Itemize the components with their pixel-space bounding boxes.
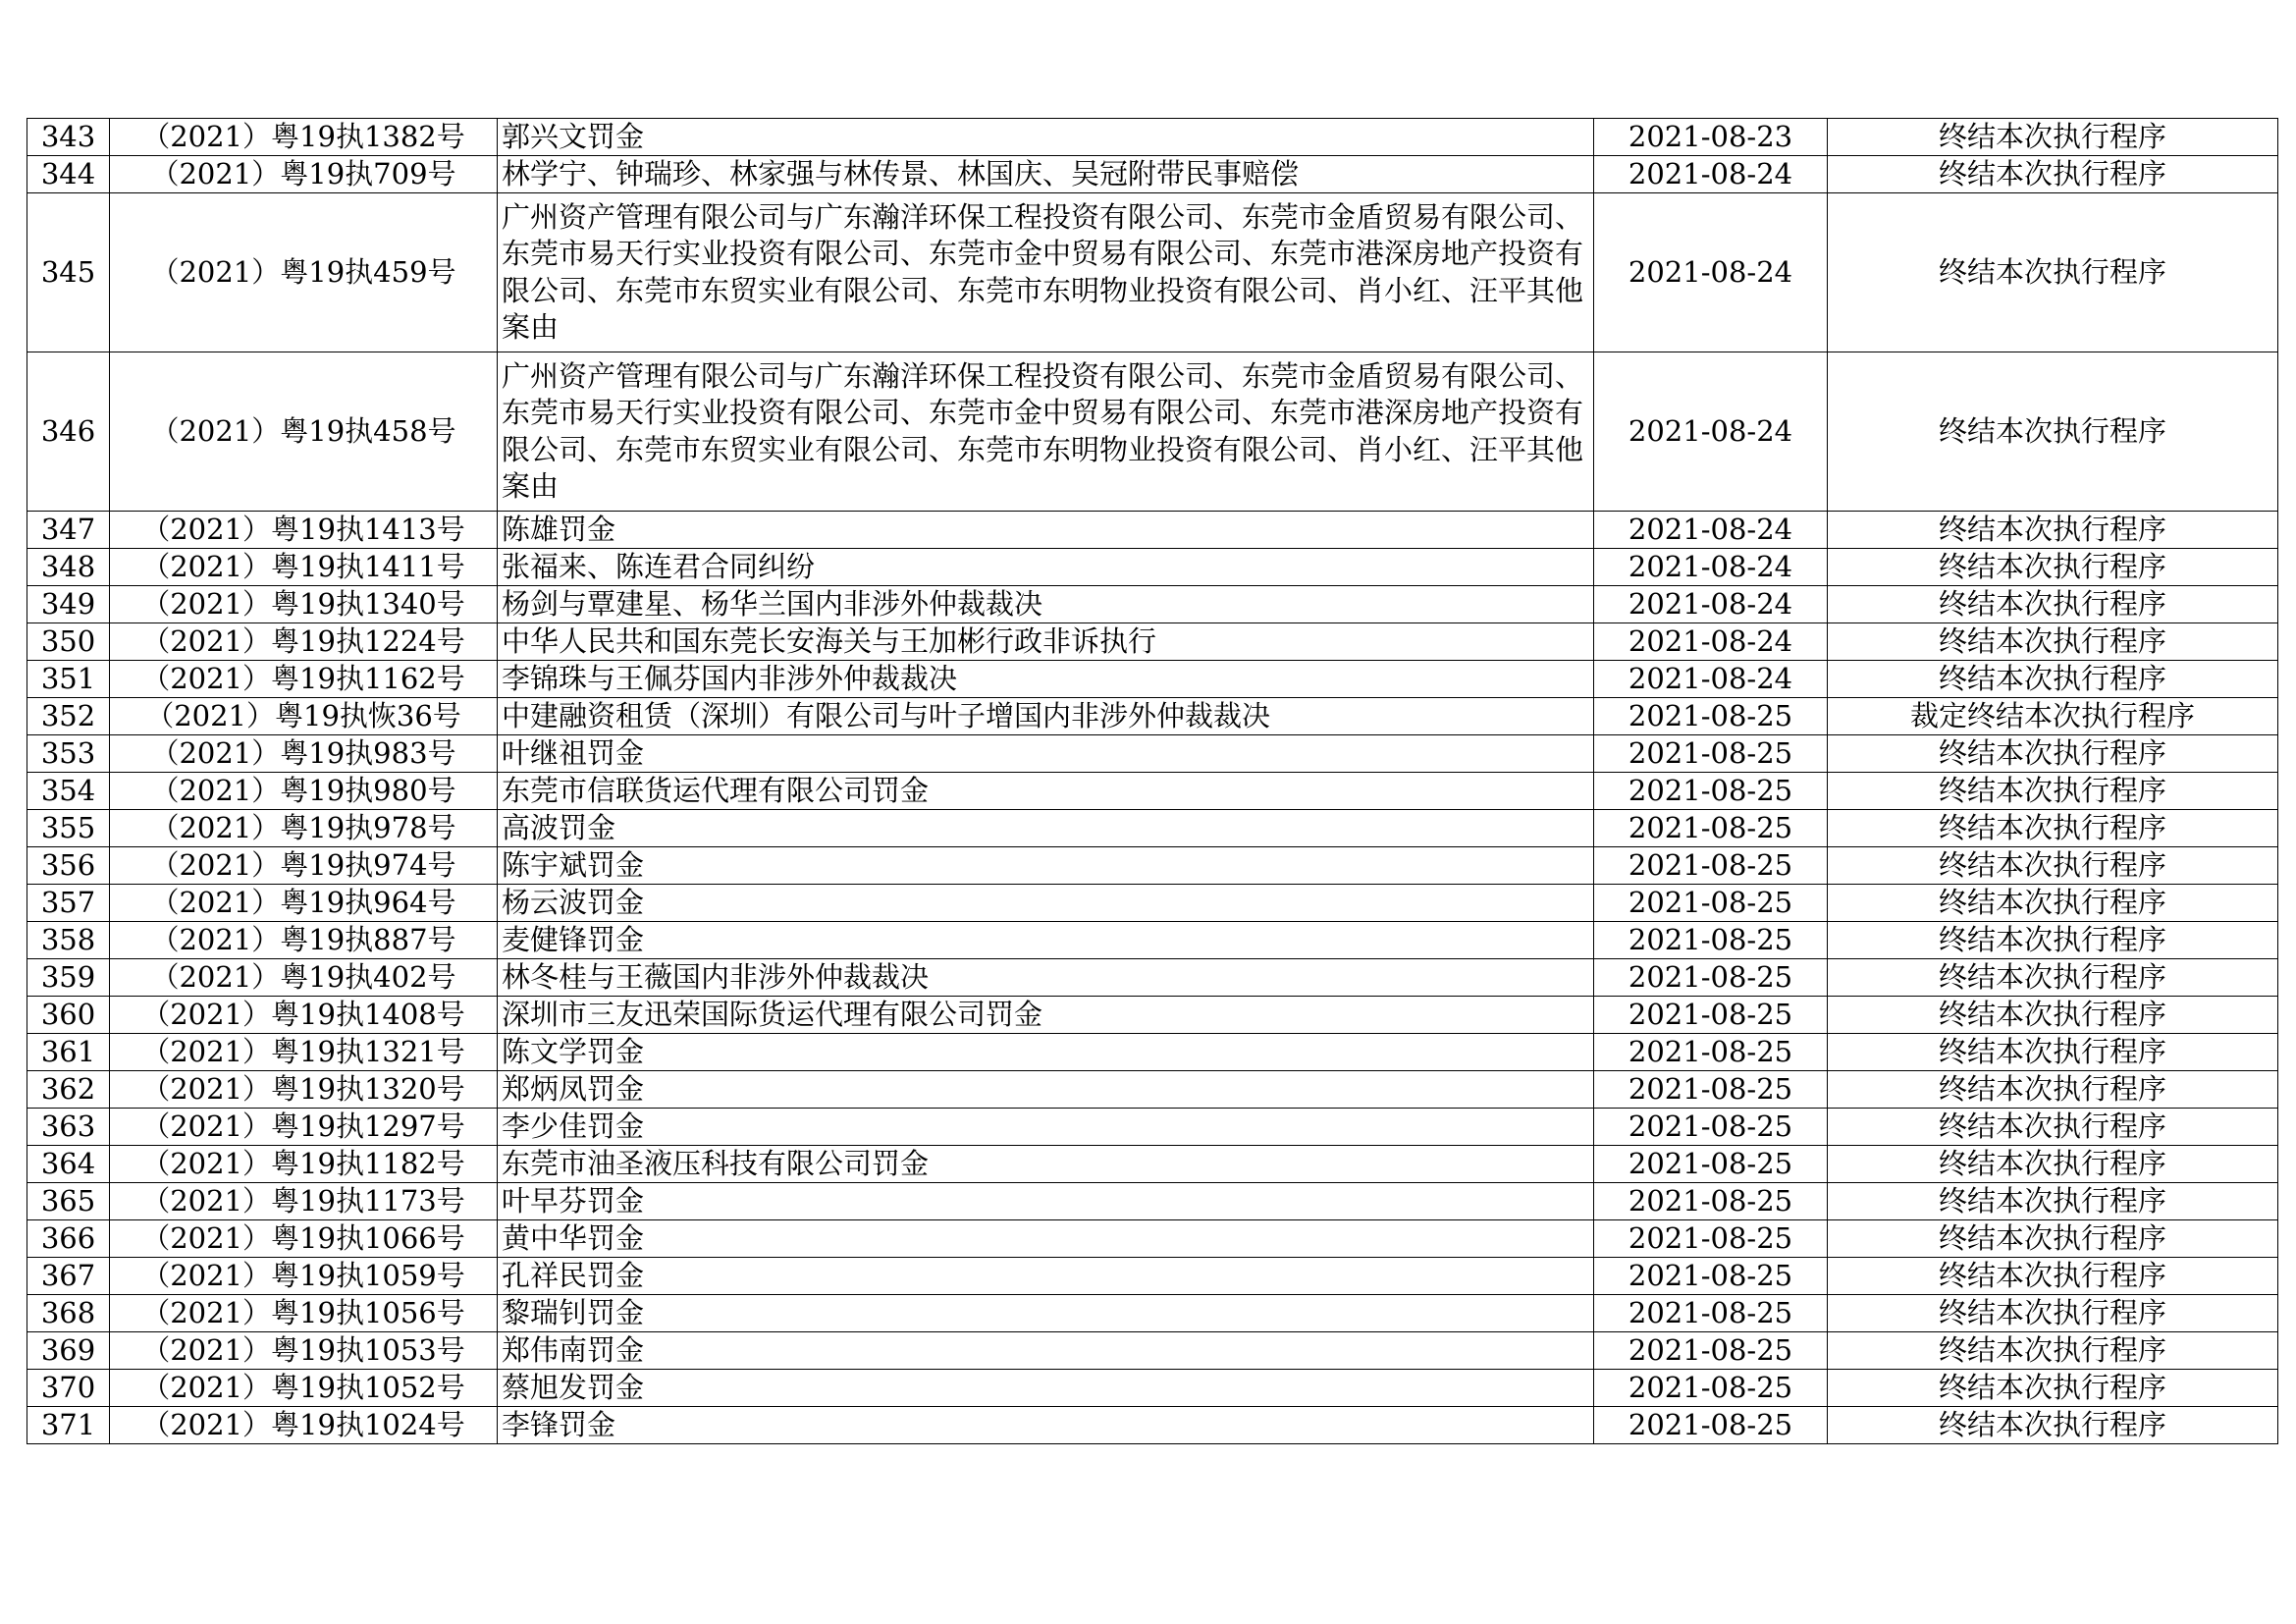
row-number-cell: 351 — [27, 661, 110, 698]
table-row — [27, 586, 2278, 623]
row-number-cell: 359 — [27, 959, 110, 997]
case-number-cell: （2021）粤19执402号 — [110, 959, 498, 997]
row-number-cell: 349 — [27, 586, 110, 623]
date-cell: 2021-08-25 — [1594, 1071, 1828, 1109]
case-number-cell: （2021）粤19执887号 — [110, 922, 498, 959]
date-cell: 2021-08-25 — [1594, 1332, 1828, 1370]
table-row — [27, 698, 2278, 735]
table-row — [27, 193, 2278, 352]
status-cell: 终结本次执行程序 — [1828, 1295, 2278, 1332]
table-row — [27, 1407, 2278, 1444]
status-cell: 终结本次执行程序 — [1828, 1332, 2278, 1370]
row-number-cell: 354 — [27, 773, 110, 810]
case-number-cell: （2021）粤19执1173号 — [110, 1183, 498, 1220]
case-number-cell: （2021）粤19执1340号 — [110, 586, 498, 623]
case-name-cell: 郑伟南罚金 — [498, 1332, 1594, 1370]
case-number-cell: （2021）粤19执983号 — [110, 735, 498, 773]
table-row — [27, 1295, 2278, 1332]
table-row — [27, 810, 2278, 847]
date-cell: 2021-08-25 — [1594, 959, 1828, 997]
case-number-cell: （2021）粤19执1408号 — [110, 997, 498, 1034]
case-table — [27, 118, 2278, 1444]
case-number-cell: （2021）粤19执1297号 — [110, 1109, 498, 1146]
date-cell: 2021-08-25 — [1594, 997, 1828, 1034]
case-name-cell: 高波罚金 — [498, 810, 1594, 847]
row-number-cell: 362 — [27, 1071, 110, 1109]
case-name-cell: 郭兴文罚金 — [498, 119, 1594, 156]
case-number-cell: （2021）粤19执1053号 — [110, 1332, 498, 1370]
case-name-cell: 李少佳罚金 — [498, 1109, 1594, 1146]
case-name-cell: 杨云波罚金 — [498, 885, 1594, 922]
status-cell: 终结本次执行程序 — [1828, 922, 2278, 959]
date-cell: 2021-08-24 — [1594, 193, 1828, 352]
case-number-cell: （2021）粤19执1411号 — [110, 549, 498, 586]
row-number-cell: 355 — [27, 810, 110, 847]
case-number-cell: （2021）粤19执709号 — [110, 156, 498, 193]
case-name-cell: 广州资产管理有限公司与广东瀚洋环保工程投资有限公司、东莞市金盾贸易有限公司、东莞市易天行实业投资有限公司、东莞市金中贸易有限公司、东莞市港深房地产投资有限公司、东莞市东贸实业有限公司、东莞市东明物业投资有限公司、肖小红、汪平其他案由 — [498, 193, 1594, 352]
date-cell: 2021-08-25 — [1594, 1146, 1828, 1183]
row-number-cell: 368 — [27, 1295, 110, 1332]
table-row — [27, 997, 2278, 1034]
row-number-cell: 345 — [27, 193, 110, 352]
case-name-cell: 黎瑞钊罚金 — [498, 1295, 1594, 1332]
status-cell: 终结本次执行程序 — [1828, 1109, 2278, 1146]
case-name-cell: 广州资产管理有限公司与广东瀚洋环保工程投资有限公司、东莞市金盾贸易有限公司、东莞市易天行实业投资有限公司、东莞市金中贸易有限公司、东莞市港深房地产投资有限公司、东莞市东贸实业有限公司、东莞市东明物业投资有限公司、肖小红、汪平其他案由 — [498, 352, 1594, 512]
row-number-cell: 367 — [27, 1258, 110, 1295]
date-cell: 2021-08-25 — [1594, 1034, 1828, 1071]
status-cell: 终结本次执行程序 — [1828, 623, 2278, 661]
table-row — [27, 885, 2278, 922]
date-cell: 2021-08-25 — [1594, 1295, 1828, 1332]
row-number-cell: 350 — [27, 623, 110, 661]
status-cell: 终结本次执行程序 — [1828, 1183, 2278, 1220]
table-row — [27, 1109, 2278, 1146]
date-cell: 2021-08-25 — [1594, 847, 1828, 885]
status-cell: 终结本次执行程序 — [1828, 1258, 2278, 1295]
date-cell: 2021-08-24 — [1594, 661, 1828, 698]
row-number-cell: 352 — [27, 698, 110, 735]
case-number-cell: （2021）粤19执1052号 — [110, 1370, 498, 1407]
case-name-cell: 蔡旭发罚金 — [498, 1370, 1594, 1407]
row-number-cell: 360 — [27, 997, 110, 1034]
table-row — [27, 847, 2278, 885]
status-cell: 终结本次执行程序 — [1828, 119, 2278, 156]
case-number-cell: （2021）粤19执978号 — [110, 810, 498, 847]
case-number-cell: （2021）粤19执1224号 — [110, 623, 498, 661]
status-cell: 终结本次执行程序 — [1828, 156, 2278, 193]
date-cell: 2021-08-25 — [1594, 773, 1828, 810]
table-row — [27, 1034, 2278, 1071]
case-number-cell: （2021）粤19执964号 — [110, 885, 498, 922]
row-number-cell: 344 — [27, 156, 110, 193]
status-cell: 终结本次执行程序 — [1828, 1146, 2278, 1183]
table-row — [27, 1183, 2278, 1220]
case-number-cell: （2021）粤19执1382号 — [110, 119, 498, 156]
case-name-cell: 张福来、陈连君合同纠纷 — [498, 549, 1594, 586]
case-number-cell: （2021）粤19执1182号 — [110, 1146, 498, 1183]
case-name-cell: 郑炳凤罚金 — [498, 1071, 1594, 1109]
row-number-cell: 369 — [27, 1332, 110, 1370]
case-number-cell: （2021）粤19执1024号 — [110, 1407, 498, 1444]
table-row — [27, 661, 2278, 698]
status-cell: 终结本次执行程序 — [1828, 1407, 2278, 1444]
table-row — [27, 549, 2278, 586]
status-cell: 终结本次执行程序 — [1828, 810, 2278, 847]
row-number-cell: 346 — [27, 352, 110, 512]
date-cell: 2021-08-25 — [1594, 698, 1828, 735]
table-row — [27, 1220, 2278, 1258]
case-name-cell: 林冬桂与王薇国内非涉外仲裁裁决 — [498, 959, 1594, 997]
date-cell: 2021-08-25 — [1594, 735, 1828, 773]
row-number-cell: 353 — [27, 735, 110, 773]
status-cell: 终结本次执行程序 — [1828, 193, 2278, 352]
date-cell: 2021-08-24 — [1594, 549, 1828, 586]
table-row — [27, 735, 2278, 773]
case-number-cell: （2021）粤19执458号 — [110, 352, 498, 512]
table-row — [27, 773, 2278, 810]
date-cell: 2021-08-24 — [1594, 512, 1828, 549]
case-number-cell: （2021）粤19执459号 — [110, 193, 498, 352]
status-cell: 终结本次执行程序 — [1828, 959, 2278, 997]
status-cell: 终结本次执行程序 — [1828, 661, 2278, 698]
table-row — [27, 1258, 2278, 1295]
table-row — [27, 623, 2278, 661]
status-cell: 终结本次执行程序 — [1828, 1220, 2278, 1258]
table-row — [27, 1370, 2278, 1407]
case-number-cell: （2021）粤19执1066号 — [110, 1220, 498, 1258]
row-number-cell: 361 — [27, 1034, 110, 1071]
date-cell: 2021-08-25 — [1594, 922, 1828, 959]
case-name-cell: 陈宇斌罚金 — [498, 847, 1594, 885]
case-name-cell: 黄中华罚金 — [498, 1220, 1594, 1258]
case-name-cell: 东莞市信联货运代理有限公司罚金 — [498, 773, 1594, 810]
case-name-cell: 孔祥民罚金 — [498, 1258, 1594, 1295]
date-cell: 2021-08-25 — [1594, 885, 1828, 922]
case-name-cell: 杨剑与覃建星、杨华兰国内非涉外仲裁裁决 — [498, 586, 1594, 623]
row-number-cell: 347 — [27, 512, 110, 549]
case-name-cell: 麦健锋罚金 — [498, 922, 1594, 959]
table-row — [27, 1332, 2278, 1370]
date-cell: 2021-08-24 — [1594, 623, 1828, 661]
row-number-cell: 357 — [27, 885, 110, 922]
case-number-cell: （2021）粤19执980号 — [110, 773, 498, 810]
case-name-cell: 中建融资租赁（深圳）有限公司与叶子增国内非涉外仲裁裁决 — [498, 698, 1594, 735]
row-number-cell: 343 — [27, 119, 110, 156]
case-name-cell: 叶继祖罚金 — [498, 735, 1594, 773]
case-name-cell: 陈文学罚金 — [498, 1034, 1594, 1071]
case-number-cell: （2021）粤19执1162号 — [110, 661, 498, 698]
table-row — [27, 156, 2278, 193]
date-cell: 2021-08-24 — [1594, 586, 1828, 623]
case-table-body — [27, 119, 2278, 1444]
status-cell: 终结本次执行程序 — [1828, 847, 2278, 885]
row-number-cell: 366 — [27, 1220, 110, 1258]
date-cell: 2021-08-25 — [1594, 1407, 1828, 1444]
status-cell: 终结本次执行程序 — [1828, 1370, 2278, 1407]
case-name-cell: 中华人民共和国东莞长安海关与王加彬行政非诉执行 — [498, 623, 1594, 661]
case-number-cell: （2021）粤19执1056号 — [110, 1295, 498, 1332]
date-cell: 2021-08-24 — [1594, 156, 1828, 193]
status-cell: 裁定终结本次执行程序 — [1828, 698, 2278, 735]
case-number-cell: （2021）粤19执1321号 — [110, 1034, 498, 1071]
date-cell: 2021-08-25 — [1594, 1220, 1828, 1258]
status-cell: 终结本次执行程序 — [1828, 1071, 2278, 1109]
case-name-cell: 李锦珠与王佩芬国内非涉外仲裁裁决 — [498, 661, 1594, 698]
case-name-cell: 叶早芬罚金 — [498, 1183, 1594, 1220]
row-number-cell: 365 — [27, 1183, 110, 1220]
date-cell: 2021-08-25 — [1594, 1258, 1828, 1295]
table-row — [27, 922, 2278, 959]
status-cell: 终结本次执行程序 — [1828, 885, 2278, 922]
row-number-cell: 364 — [27, 1146, 110, 1183]
case-number-cell: （2021）粤19执恢36号 — [110, 698, 498, 735]
case-name-cell: 李锋罚金 — [498, 1407, 1594, 1444]
case-name-cell: 陈雄罚金 — [498, 512, 1594, 549]
date-cell: 2021-08-25 — [1594, 1109, 1828, 1146]
row-number-cell: 371 — [27, 1407, 110, 1444]
row-number-cell: 348 — [27, 549, 110, 586]
status-cell: 终结本次执行程序 — [1828, 773, 2278, 810]
table-row — [27, 119, 2278, 156]
table-row — [27, 1146, 2278, 1183]
date-cell: 2021-08-25 — [1594, 810, 1828, 847]
date-cell: 2021-08-25 — [1594, 1370, 1828, 1407]
case-name-cell: 深圳市三友迅荣国际货运代理有限公司罚金 — [498, 997, 1594, 1034]
row-number-cell: 358 — [27, 922, 110, 959]
status-cell: 终结本次执行程序 — [1828, 586, 2278, 623]
table-row — [27, 352, 2278, 512]
case-name-cell: 林学宁、钟瑞珍、林家强与林传景、林国庆、吴冠附带民事赔偿 — [498, 156, 1594, 193]
date-cell: 2021-08-25 — [1594, 1183, 1828, 1220]
case-number-cell: （2021）粤19执1320号 — [110, 1071, 498, 1109]
case-number-cell: （2021）粤19执974号 — [110, 847, 498, 885]
status-cell: 终结本次执行程序 — [1828, 352, 2278, 512]
status-cell: 终结本次执行程序 — [1828, 997, 2278, 1034]
case-number-cell: （2021）粤19执1059号 — [110, 1258, 498, 1295]
case-name-cell: 东莞市油圣液压科技有限公司罚金 — [498, 1146, 1594, 1183]
row-number-cell: 363 — [27, 1109, 110, 1146]
status-cell: 终结本次执行程序 — [1828, 1034, 2278, 1071]
status-cell: 终结本次执行程序 — [1828, 735, 2278, 773]
table-row — [27, 1071, 2278, 1109]
row-number-cell: 370 — [27, 1370, 110, 1407]
status-cell: 终结本次执行程序 — [1828, 549, 2278, 586]
status-cell: 终结本次执行程序 — [1828, 512, 2278, 549]
row-number-cell: 356 — [27, 847, 110, 885]
case-number-cell: （2021）粤19执1413号 — [110, 512, 498, 549]
table-row — [27, 512, 2278, 549]
date-cell: 2021-08-24 — [1594, 352, 1828, 512]
table-row — [27, 959, 2278, 997]
date-cell: 2021-08-23 — [1594, 119, 1828, 156]
